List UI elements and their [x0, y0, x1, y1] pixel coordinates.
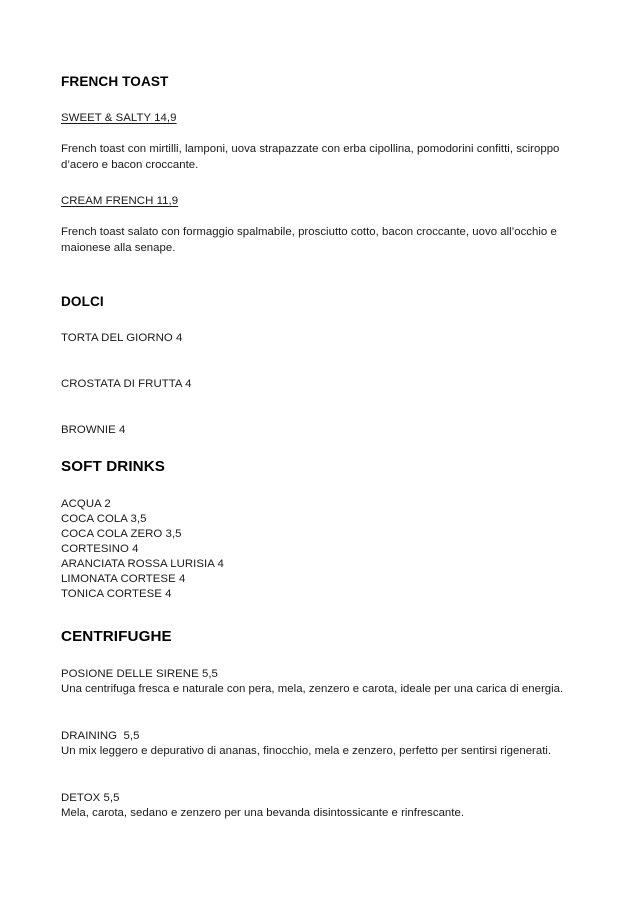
item-description-detox: Mela, carota, sedano e zenzero per una bevanda disintossicante e rinfrescante.: [61, 806, 465, 819]
spacer: [61, 173, 581, 194]
item-name-coca-cola: COCA COLA 3,5: [61, 513, 147, 526]
item-name-posione-delle-sirene: POSIONE DELLE SIRENE 5,5: [61, 668, 218, 681]
section-heading-soft-drinks: SOFT DRINKS: [61, 458, 166, 476]
spacer: [61, 392, 581, 423]
soft-drinks-list: [61, 497, 581, 602]
spacer: [61, 438, 581, 457]
spacer: [61, 346, 581, 377]
spacer: [61, 760, 581, 791]
menu-entry-posione-delle-sirene: [61, 667, 581, 698]
menu-content: [61, 73, 581, 821]
spacer: [61, 256, 581, 293]
section-centrifughe: [61, 627, 581, 821]
item-name-tonica-cortese: TONICA CORTESE 4: [61, 588, 172, 601]
item-name-acqua: ACQUA 2: [61, 498, 111, 511]
item-name-torta-del-giorno: TORTA DEL GIORNO 4: [61, 332, 183, 345]
item-name-coca-cola-zero: COCA COLA ZERO 3,5: [61, 528, 182, 541]
item-name-aranciata-rossa-lurisia: ARANCIATA ROSSA LURISIA 4: [61, 558, 224, 571]
spacer: [61, 310, 581, 331]
menu-entry-detox: [61, 791, 581, 822]
section-heading-french-toast: FRENCH TOAST: [61, 74, 169, 89]
item-name-crostata-di-frutta: CROSTATA DI FRUTTA 4: [61, 378, 192, 391]
item-name-draining: DRAINING 5,5: [61, 729, 140, 742]
spacer: [61, 209, 581, 225]
spacer: [61, 602, 581, 627]
section-soft-drinks: [61, 457, 581, 602]
item-description-cream-french: French toast salato con formaggio spalmabile, prosciutto cotto, bacon croccante, uovo all’occhio e maionese alla senape.: [61, 226, 557, 254]
spacer: [61, 646, 581, 667]
section-heading-dolci: DOLCI: [61, 294, 104, 310]
spacer: [61, 90, 581, 111]
menu-entry-draining: [61, 729, 581, 760]
item-name-brownie: BROWNIE 4: [61, 424, 126, 437]
item-name-detox: DETOX 5,5: [61, 791, 120, 804]
section-heading-centrifughe: CENTRIFUGHE: [61, 628, 172, 646]
spacer: [61, 698, 581, 729]
item-name-cortesino: CORTESINO 4: [61, 543, 139, 556]
item-description-posione-delle-sirene: Una centrifuga fresca e naturale con pera, mela, zenzero e carota, ideale per una carica di energia.: [61, 683, 564, 696]
item-description-draining: Un mix leggero e depurativo di ananas, finocchio, mela e zenzero, perfetto per sentirsi rigenerati.: [61, 744, 552, 757]
section-french-toast: [61, 73, 581, 256]
item-description-sweet-salty: French toast con mirtilli, lamponi, uova strapazzate con erba cipollina, pomodorini confitti, sciroppo d’acero e bacon croccante.: [61, 143, 560, 171]
spacer: [61, 476, 581, 497]
section-dolci: [61, 293, 581, 438]
spacer: [61, 126, 581, 142]
item-name-cream-french: CREAM FRENCH 11,9: [61, 195, 179, 208]
item-name-limonata-cortese: LIMONATA CORTESE 4: [61, 573, 186, 586]
item-name-sweet-salty: SWEET & SALTY 14,9: [61, 112, 177, 124]
